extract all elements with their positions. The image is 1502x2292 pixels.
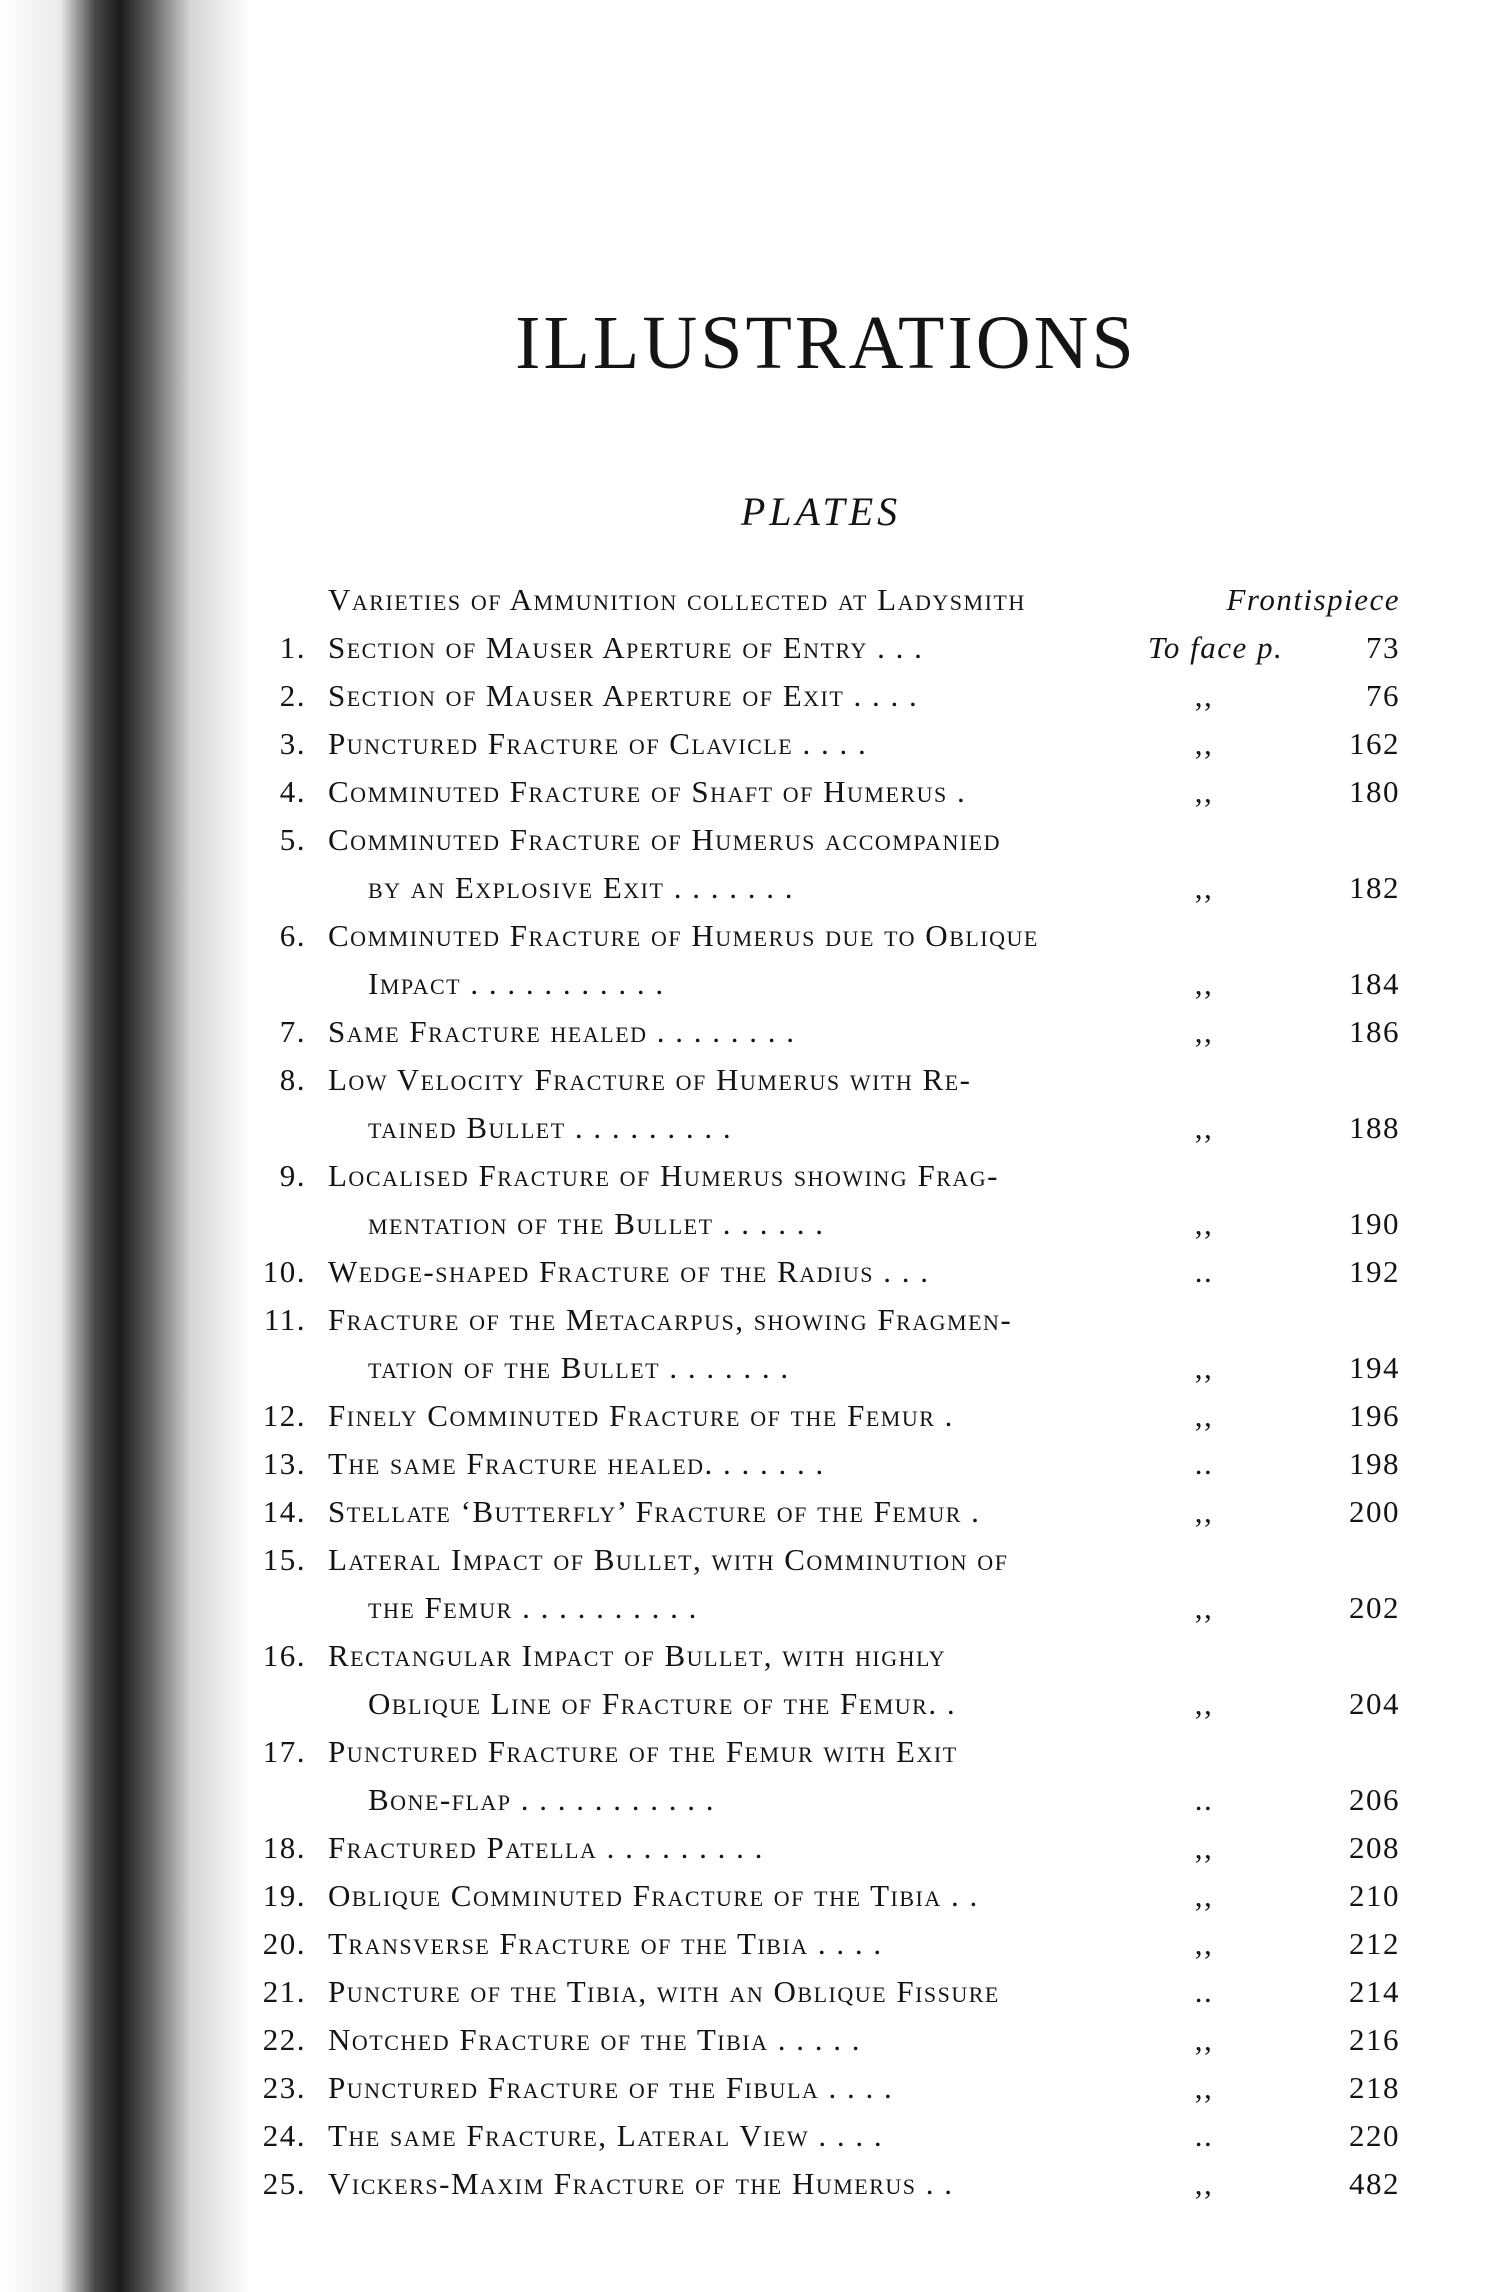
entry-page-number: 218 <box>1349 2070 1400 2105</box>
entry-title-line: the Femur . . . . . . . . . . <box>368 1590 698 1625</box>
entry-title-line: Comminuted Fracture of Humerus due to Oblique <box>328 918 1039 953</box>
entry-ditto-label: .. <box>1194 2118 1214 2153</box>
plate-entry <box>230 1488 1420 1536</box>
entry-title <box>328 2064 1148 2112</box>
entry-number: 22. <box>262 2022 306 2057</box>
entry-title-line: Finely Comminuted Fracture of the Femur . <box>328 1398 954 1433</box>
plate-entry <box>230 1872 1420 1920</box>
entry-title-line: Punctured Fracture of the Fibula . . . . <box>328 2070 894 2105</box>
plate-entry <box>230 1008 1420 1056</box>
entry-number: 11. <box>263 1302 306 1337</box>
plate-entry <box>230 1968 1420 2016</box>
entry-ditto-label: ,, <box>1194 1590 1214 1625</box>
entry-title <box>328 1440 1148 1488</box>
entry-number: 21. <box>262 1974 306 2009</box>
entry-number: 19. <box>262 1878 306 1913</box>
entry-number: 4. <box>279 774 306 809</box>
entry-title-line: Same Fracture healed . . . . . . . . <box>328 1014 796 1049</box>
entry-title <box>328 816 1148 912</box>
entry-title <box>328 1008 1148 1056</box>
entry-title-line: tained Bullet . . . . . . . . . <box>368 1110 733 1145</box>
entry-title <box>328 2112 1148 2160</box>
plate-entry <box>230 1632 1420 1728</box>
entry-number: 8. <box>279 1062 306 1097</box>
entry-page-number: 204 <box>1349 1686 1400 1721</box>
entry-number: 12. <box>262 1398 306 1433</box>
entry-page-number: 196 <box>1349 1398 1400 1433</box>
entry-ditto-label: ,, <box>1194 726 1214 761</box>
plate-entry <box>230 768 1420 816</box>
entry-number: 3. <box>279 726 306 761</box>
entry-page-number: 482 <box>1349 2166 1400 2201</box>
plate-entry <box>230 2016 1420 2064</box>
entry-title <box>328 1968 1148 2016</box>
entry-title <box>328 1392 1148 1440</box>
entry-number: 23. <box>262 2070 306 2105</box>
entry-ditto-label: ,, <box>1194 1110 1214 1145</box>
entry-page-number: 194 <box>1349 1350 1400 1385</box>
entry-title <box>328 1872 1148 1920</box>
entry-page-number: 162 <box>1349 726 1400 761</box>
entry-title: Varieties of Ammunition collected at Ladysmith <box>328 582 1026 617</box>
plate-entry <box>230 1392 1420 1440</box>
entry-title-line: Punctured Fracture of Clavicle . . . . <box>328 726 868 761</box>
entry-title <box>328 1728 1148 1824</box>
entry-title <box>328 1248 1148 1296</box>
entry-number: 24. <box>262 2118 306 2153</box>
entry-title-line: mentation of the Bullet . . . . . . <box>368 1206 825 1241</box>
entry-ditto-label: .. <box>1194 1782 1214 1817</box>
entry-title-line: Bone-flap . . . . . . . . . . . <box>368 1782 716 1817</box>
plate-entry <box>230 1296 1420 1392</box>
entry-ditto-label: ,, <box>1194 1494 1214 1529</box>
entry-number: 9. <box>279 1158 306 1193</box>
entry-page-number: 76 <box>1366 678 1400 713</box>
entry-page-number: 188 <box>1349 1110 1400 1145</box>
entry-page-number: 208 <box>1349 1830 1400 1865</box>
entry-number: 10. <box>262 1254 306 1289</box>
entry-ditto-label: ,, <box>1194 966 1214 1001</box>
entry-ditto-label: ,, <box>1194 1830 1214 1865</box>
entry-page-number: 182 <box>1349 870 1400 905</box>
entry-title <box>328 1296 1148 1392</box>
entry-page-number: 186 <box>1349 1014 1400 1049</box>
entry-number: 7. <box>279 1014 306 1049</box>
entry-title <box>328 672 1148 720</box>
plate-entry <box>230 720 1420 768</box>
entry-ditto-label: ,, <box>1194 1686 1214 1721</box>
plate-entry <box>230 2160 1420 2208</box>
plate-entry <box>230 1248 1420 1296</box>
entry-number: 6. <box>279 918 306 953</box>
entry-title-line: The same Fracture healed. . . . . . . <box>328 1446 825 1481</box>
plate-entry <box>230 2064 1420 2112</box>
entry-title-line: Vickers-Maxim Fracture of the Humerus . . <box>328 2166 954 2201</box>
entry-number: 16. <box>262 1638 306 1673</box>
entry-title-line: Wedge-shaped Fracture of the Radius . . . <box>328 1254 930 1289</box>
entry-number: 14. <box>262 1494 306 1529</box>
plate-entry <box>230 912 1420 1008</box>
entry-title <box>328 912 1148 1008</box>
entry-title-line: Rectangular Impact of Bullet, with highly <box>328 1638 947 1673</box>
entry-title <box>328 720 1148 768</box>
entry-page-number: 212 <box>1349 1926 1400 1961</box>
entry-ditto-label: ,, <box>1194 1878 1214 1913</box>
entry-number: 18. <box>262 1830 306 1865</box>
entry-title-line: Impact . . . . . . . . . . . <box>368 966 665 1001</box>
entry-title <box>328 1824 1148 1872</box>
plates-list <box>230 576 1420 2208</box>
entry-number: 25. <box>262 2166 306 2201</box>
plate-entry <box>230 1728 1420 1824</box>
entry-title-line: Punctured Fracture of the Femur with Exit <box>328 1734 958 1769</box>
entry-number: 15. <box>262 1542 306 1577</box>
entry-title <box>328 1152 1148 1248</box>
entry-ditto-label: .. <box>1194 1446 1214 1481</box>
entry-number: 1. <box>279 630 306 665</box>
entry-page-number: 220 <box>1349 2118 1400 2153</box>
entry-ditto-label: ,, <box>1194 1398 1214 1433</box>
entry-page-number: 192 <box>1349 1254 1400 1289</box>
entry-title-line: The same Fracture, Lateral View . . . . <box>328 2118 884 2153</box>
entry-ditto-label: ,, <box>1194 1926 1214 1961</box>
entry-title-line: Stellate ‘Butterfly’ Fracture of the Femur . <box>328 1494 981 1529</box>
entry-label: Frontispiece <box>1226 582 1400 617</box>
entry-title-line: Low Velocity Fracture of Humerus with Re- <box>328 1062 972 1097</box>
plate-entry <box>230 1152 1420 1248</box>
entry-title-line: Section of Mauser Aperture of Entry . . . <box>328 630 924 665</box>
entry-title-line: Oblique Line of Fracture of the Femur. . <box>368 1686 957 1721</box>
entry-title <box>328 1488 1148 1536</box>
entry-title-line: Fracture of the Metacarpus, showing Fragmen- <box>328 1302 1013 1337</box>
entry-ditto-label: ,, <box>1194 2070 1214 2105</box>
entry-title <box>328 1056 1148 1152</box>
entry-title <box>328 1536 1148 1632</box>
entry-title-line: Section of Mauser Aperture of Exit . . . . <box>328 678 919 713</box>
entry-page-number: 214 <box>1349 1974 1400 2009</box>
entry-ditto-label: To face p. <box>1148 630 1284 665</box>
entry-page-number: 206 <box>1349 1782 1400 1817</box>
entry-title-line: Fractured Patella . . . . . . . . . <box>328 1830 764 1865</box>
entry-ditto-label: ,, <box>1194 1014 1214 1049</box>
plate-entry <box>230 624 1420 672</box>
entry-ditto-label: .. <box>1194 1254 1214 1289</box>
plate-entry <box>230 816 1420 912</box>
entry-ditto-label: .. <box>1194 1974 1214 2009</box>
entry-title <box>328 2160 1148 2208</box>
entry-ditto-label: ,, <box>1194 870 1214 905</box>
entry-ditto-label: ,, <box>1194 2022 1214 2057</box>
entry-number: 17. <box>262 1734 306 1769</box>
entry-page-number: 210 <box>1349 1878 1400 1913</box>
entry-ditto-label: ,, <box>1194 678 1214 713</box>
entry-title <box>328 624 1148 672</box>
entry-title-line: by an Explosive Exit . . . . . . . <box>368 870 794 905</box>
entry-page-number: 216 <box>1349 2022 1400 2057</box>
entry-title <box>328 768 1148 816</box>
page-title: ILLUSTRATIONS <box>515 301 1137 385</box>
entry-ditto-label: ,, <box>1194 1206 1214 1241</box>
entry-title-line: Comminuted Fracture of Humerus accompanied <box>328 822 1001 857</box>
entry-title <box>328 2016 1148 2064</box>
entry-number: 13. <box>262 1446 306 1481</box>
plate-entry <box>230 2112 1420 2160</box>
entry-number: 5. <box>279 822 306 857</box>
plate-entry <box>230 1440 1420 1488</box>
plate-entry <box>230 672 1420 720</box>
entry-title-line: Oblique Comminuted Fracture of the Tibia . . <box>328 1878 979 1913</box>
entry-title-line: Puncture of the Tibia, with an Oblique Fissure <box>328 1974 1000 2009</box>
entry-page-number: 200 <box>1349 1494 1400 1529</box>
entry-page-number: 202 <box>1349 1590 1400 1625</box>
entry-title <box>328 1920 1148 1968</box>
plate-entry <box>230 1824 1420 1872</box>
entry-number: 2. <box>279 678 306 713</box>
entry-title-line: Notched Fracture of the Tibia . . . . . <box>328 2022 861 2057</box>
entry-ditto-label: ,, <box>1194 774 1214 809</box>
section-title: PLATES <box>740 489 902 534</box>
entry-ditto-label: ,, <box>1194 1350 1214 1385</box>
plate-entry <box>230 1056 1420 1152</box>
entry-page-number: 73 <box>1366 630 1400 665</box>
entry-ditto-label: ,, <box>1194 2166 1214 2201</box>
entry-page-number: 198 <box>1349 1446 1400 1481</box>
entry-page-number: 190 <box>1349 1206 1400 1241</box>
entry-title-line: Comminuted Fracture of Shaft of Humerus . <box>328 774 967 809</box>
entry-number: 20. <box>262 1926 306 1961</box>
plate-entry <box>230 1920 1420 1968</box>
entry-title-line: Localised Fracture of Humerus showing Frag- <box>328 1158 999 1193</box>
frontispiece-entry <box>230 576 1420 624</box>
entry-title-line: tation of the Bullet . . . . . . . <box>368 1350 790 1385</box>
plate-entry <box>230 1536 1420 1632</box>
entry-page-number: 184 <box>1349 966 1400 1001</box>
entry-page-number: 180 <box>1349 774 1400 809</box>
entry-title-line: Lateral Impact of Bullet, with Comminution of <box>328 1542 1009 1577</box>
entry-title-line: Transverse Fracture of the Tibia . . . . <box>328 1926 883 1961</box>
entry-title <box>328 1632 1148 1728</box>
